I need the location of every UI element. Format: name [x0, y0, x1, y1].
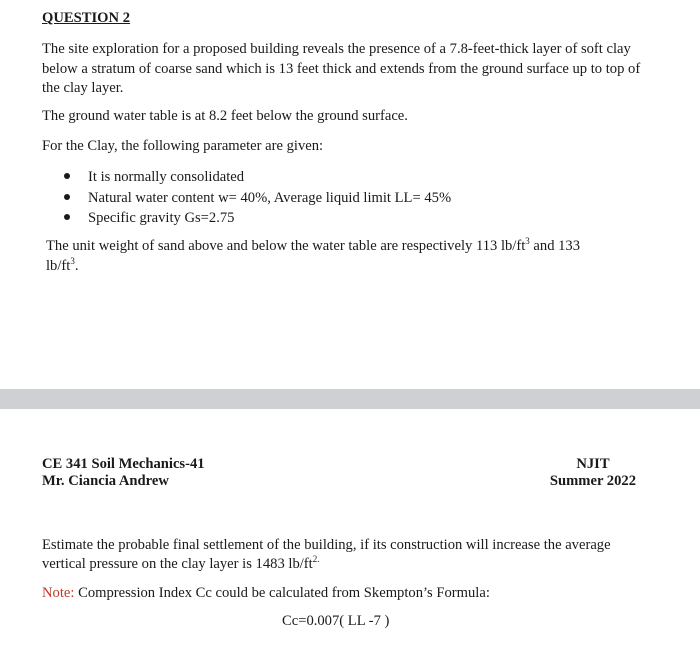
unit-weight-text-3: lb/ft: [46, 257, 71, 274]
unit-weight-text: The unit weight of sand above and below the water table are respectively 113 lb/ft: [46, 238, 526, 254]
clay-intro-paragraph: For the Clay, the following parameter are given:: [42, 138, 324, 154]
bullet-icon: [64, 173, 70, 179]
superscript: 2.: [312, 553, 320, 564]
skempton-formula: Cc=0.007( LL -7 ): [282, 613, 390, 629]
bullet-icon: [64, 214, 70, 220]
superscript: 3: [525, 236, 530, 246]
note-line: [42, 584, 490, 603]
list-item: [60, 208, 451, 229]
list-item-text: It is normally consolidated: [88, 169, 245, 185]
instructor-name: Mr. Ciancia Andrew: [42, 473, 169, 489]
bullet-icon: [64, 194, 70, 200]
unit-weight-paragraph: [46, 237, 646, 276]
superscript: 3: [70, 255, 75, 266]
unit-weight-text-2: and 133: [529, 238, 581, 254]
school-name: NJIT: [576, 456, 610, 472]
water-table-paragraph: The ground water table is at 8.2 feet below the ground surface.: [42, 108, 408, 124]
page-separator-band: [0, 389, 700, 409]
list-item-text: Specific gravity Gs=2.75: [88, 210, 235, 226]
list-item: [60, 167, 451, 188]
course-block: [42, 456, 205, 490]
question-heading: QUESTION 2: [42, 10, 130, 26]
course-title: CE 341 Soil Mechanics-41: [42, 456, 205, 472]
list-item-text: Natural water content w= 40%, Average liquid limit LL= 45%: [88, 189, 452, 206]
school-block: [550, 456, 636, 490]
note-text: Compression Index Cc could be calculated from Skempton’s Formula:: [74, 585, 490, 601]
clay-parameter-list: [60, 167, 451, 229]
list-item: [60, 188, 451, 209]
estimate-text: Estimate the probable final settlement of the building, if its construction will increase the average vertical pressure on the clay layer is 1483 lb/ft: [42, 537, 611, 572]
intro-paragraph: The site exploration for a proposed building reveals the presence of a 7.8-feet-thick layer of soft clay below a stratum of coarse sand which is 13 feet thick and extends from the ground surface up to top of the clay layer.: [42, 41, 641, 96]
unit-weight-end: .: [74, 257, 79, 274]
estimate-paragraph: [42, 536, 652, 573]
note-label: Note:: [42, 585, 75, 601]
term: Summer 2022: [549, 473, 636, 489]
